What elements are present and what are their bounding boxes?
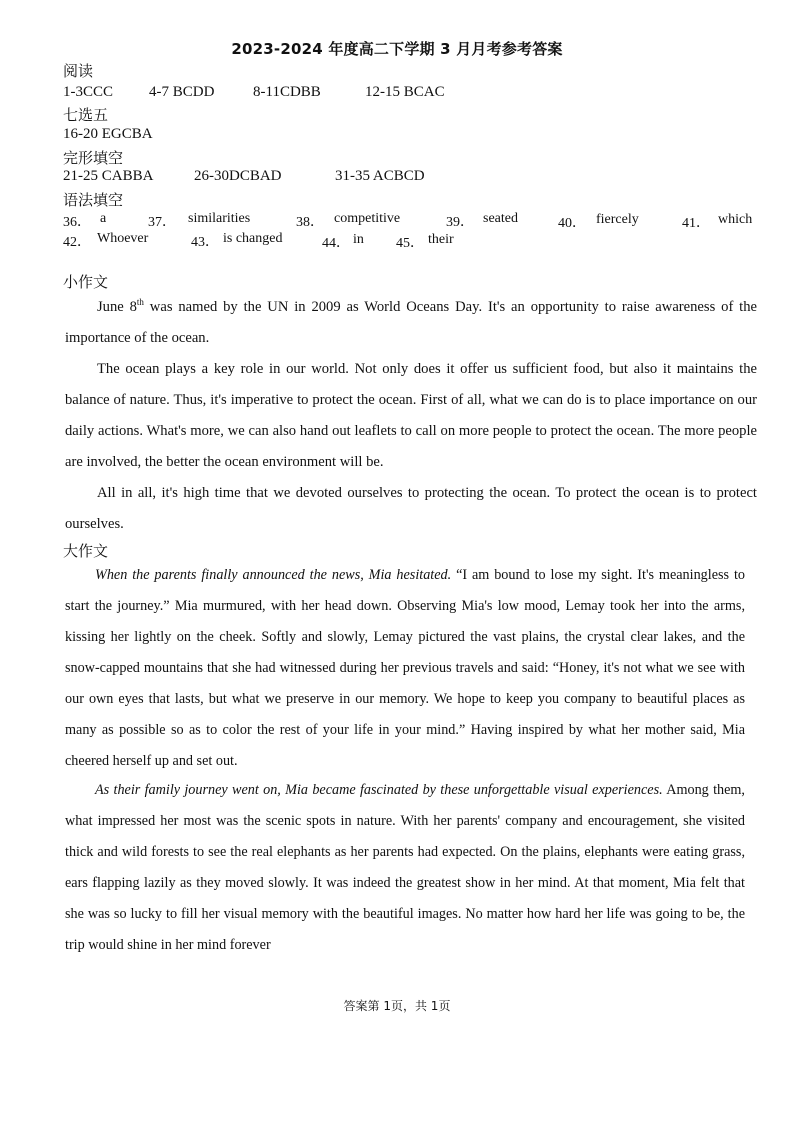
grammar-item-answer: fiercely: [596, 212, 639, 227]
page-title: 2023-2024 年度高二下学期 3 月月考参考答案: [231, 40, 563, 58]
grammar-item-number: 37．: [148, 215, 176, 230]
small-essay-text: All in all, it's high time that we devoted ourselves to protecting the ocean. To protect the ocean is to protect ourselves.: [65, 485, 757, 532]
big-essay-paragraph-1: [65, 560, 745, 777]
grammar-item-number: 38．: [296, 215, 324, 230]
page-footer: 答案第 1页，共 1页: [343, 999, 451, 1013]
grammar-item-answer: a: [100, 211, 107, 226]
small-essay-paragraph-1: [65, 292, 757, 354]
answer-group: 16-20 EGCBA: [63, 126, 153, 142]
grammar-item-number: 42．: [63, 235, 91, 250]
section-label-big-essay: 大作文: [63, 542, 109, 560]
superscript: th: [136, 297, 144, 308]
small-essay-paragraph-3: [65, 478, 757, 540]
big-essay-lead-sentence: As their family journey went on, Mia became fascinated by these unforgettable visual experiences.: [95, 782, 663, 798]
grammar-item-answer: Whoever: [97, 231, 149, 246]
grammar-item-answer: which: [718, 212, 753, 227]
grammar-item-number: 45．: [396, 236, 424, 251]
answer-group: 21-25 CABBA: [63, 168, 154, 184]
small-essay-paragraph-2: [65, 354, 757, 478]
small-essay-text: was named by the UN in 2009 as World Oceans Day. It's an opportunity to raise awareness of the importance of the ocean.: [65, 299, 757, 346]
grammar-item-number: 43．: [191, 235, 219, 250]
big-essay-paragraph-2: [65, 775, 745, 961]
answer-group: 12-15 BCAC: [365, 84, 445, 100]
section-label-small-essay: 小作文: [63, 273, 109, 291]
section-label-seven-five: 七选五: [63, 106, 109, 124]
section-label-reading: 阅读: [63, 62, 94, 80]
big-essay-lead-sentence: When the parents finally announced the news, Mia hesitated.: [95, 567, 452, 583]
big-essay-text: “I am bound to lose my sight. It's meaningless to start the journey.” Mia murmured, with her head down. Observing Mia's low mood, Lemay took her into the arms, kissing her lightly on the cheek. Softly and slowly, Lemay pictured the vast plains, the crystal clear lakes, and the snow-capped mountains that she had witnessed during her previous travels and said: “Honey, it's not what we see with our own eyes that lasts, but what we preserve in our memory. We hope to keep you company to beautiful places as many as possible so as to color the rest of your life in your mind.” Having inspired by what her mother said, Mia cheered herself up and set out.: [65, 567, 745, 769]
grammar-item-answer: competitive: [334, 211, 401, 226]
small-essay-text: The ocean plays a key role in our world. Not only does it offer us sufficient food, but also it maintains the balance of nature. Thus, it's imperative to protect the ocean. First of all, what we can do is to place importance on our daily actions. What's more, we can also hand out leaflets to call on more people to protect the ocean. The more people are involved, the better the ocean environment will be.: [65, 361, 757, 470]
big-essay-text: Among them, what impressed her most was the scenic spots in nature. With her parents' company and encouragement, she visited thick and wild forests to see the real elephants as her parents had expected. On the plains, elephants were eating grass, ears flapping lazily as they moved slowly. It was indeed the greatest show in her mind. At that moment, Mia felt that she was so lucky to fill her visual memory with the beautiful images. No matter how hard her life was going to be, the trip would shine in her mind forever: [65, 782, 745, 953]
grammar-item-answer: their: [428, 232, 454, 247]
grammar-item-number: 40．: [558, 216, 586, 231]
grammar-item-number: 39．: [446, 215, 474, 230]
answer-group: 8-11CDBB: [253, 84, 321, 100]
grammar-item-answer: seated: [483, 211, 518, 226]
grammar-item-number: 44．: [322, 236, 350, 251]
section-label-grammar: 语法填空: [63, 191, 124, 209]
answer-group: 26-30DCBAD: [194, 168, 282, 184]
grammar-item-answer: is changed: [223, 231, 283, 246]
grammar-item-number: 36．: [63, 215, 91, 230]
grammar-item-answer: similarities: [188, 211, 251, 226]
grammar-item-answer: in: [353, 232, 364, 247]
answer-group: 1-3CCC: [63, 84, 114, 100]
answer-group: 31-35 ACBCD: [335, 168, 425, 184]
grammar-item-number: 41．: [682, 216, 710, 231]
answer-group: 4-7 BCDD: [149, 84, 215, 100]
section-label-cloze: 完形填空: [63, 149, 124, 167]
small-essay-text: June 8: [97, 299, 137, 315]
